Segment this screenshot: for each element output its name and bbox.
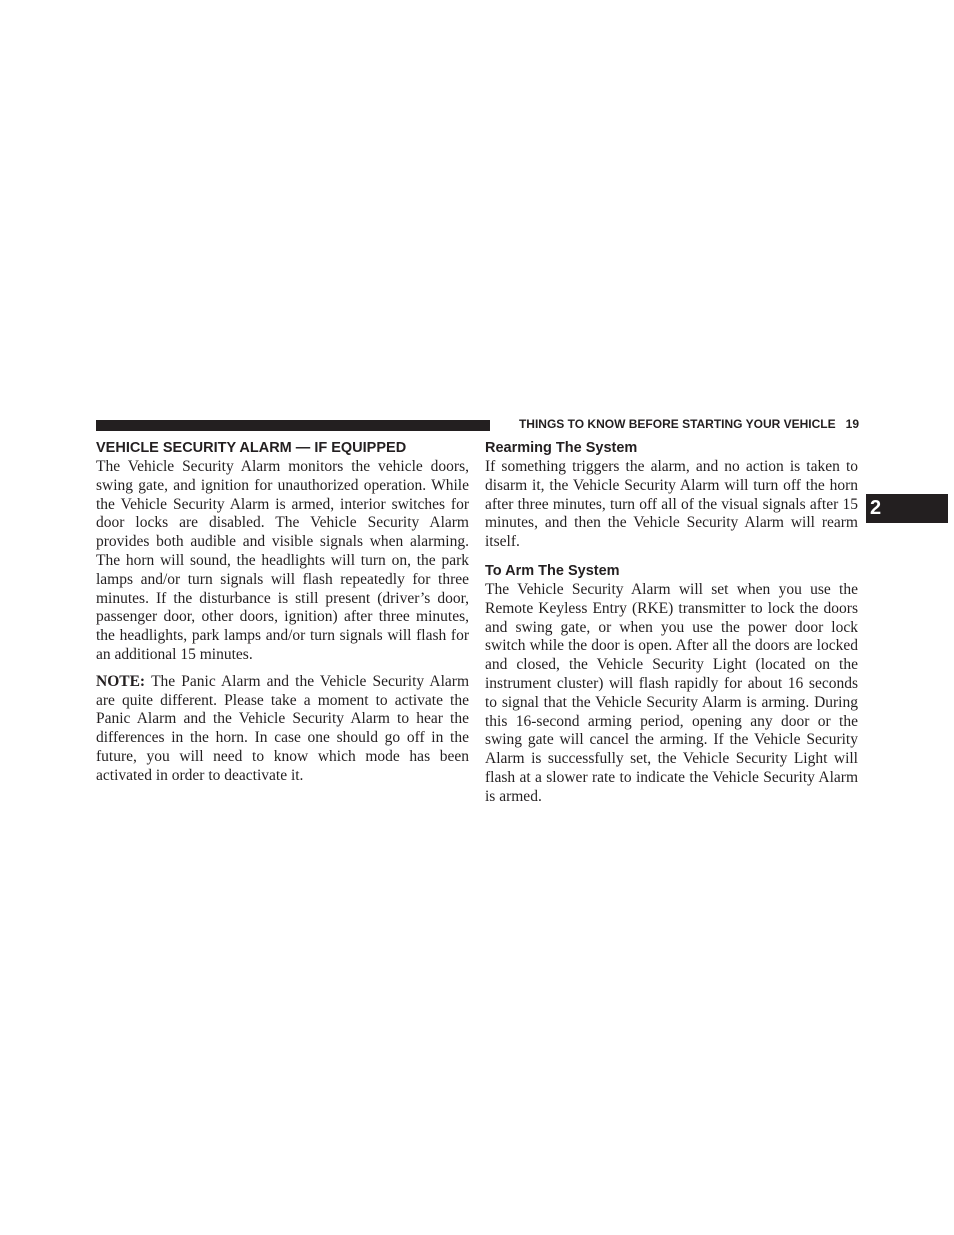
intro-paragraph: The Vehicle Security Alarm monitors the vehicle doors, swing gate, and ignition for unauthorized operation. While the Vehicle Security Alarm is armed, interior switches for door locks are disabled. The Vehicle Security Alarm provides both audible and visible signals when alarming. The horn will sound, the headlights will turn on, the park lamps and/or turn signals will flash repeatedly for three minutes. If the disturbance is still present (driver’s door, passenger door, other doors, ignition) after three minutes, the headlights, park lamps and/or turn signals will flash for an additional 15 minutes. — [96, 458, 469, 663]
rearming-paragraph: If something triggers the alarm, and no action is taken to disarm it, the Vehicle Security Alarm will turn off the horn after three minutes, turn off all of the visual signals after 15 minutes, and then the Vehicle Security Alarm will rearm itself. — [485, 458, 858, 551]
running-header — [499, 417, 859, 431]
page-number: 19 — [845, 417, 859, 431]
left-column — [96, 438, 469, 786]
note-text: The Panic Alarm and the Vehicle Security Alarm are quite different. Please take a moment to activate the Panic Alarm and the Vehicle Security Alarm to hear the differences in the horn. In case one should go off in the future, you will need to know which mode has been activated in order to deactivate it. — [96, 672, 469, 784]
section-heading: VEHICLE SECURITY ALARM — IF EQUIPPED — [96, 440, 407, 456]
note-paragraph — [96, 673, 469, 786]
rearming-heading: Rearming The System — [485, 440, 638, 456]
note-label: NOTE: — [96, 672, 146, 690]
chapter-tab: 2 — [866, 494, 948, 523]
header-rule — [96, 420, 490, 431]
section-title: THINGS TO KNOW BEFORE STARTING YOUR VEHICLE — [518, 417, 836, 431]
arm-heading: To Arm The System — [485, 562, 620, 579]
right-column — [485, 438, 858, 807]
arm-paragraph: The Vehicle Security Alarm will set when you use the Remote Keyless Entry (RKE) transmitter to lock the doors and swing gate, or when you use the power door lock switch while the door is open. After all the doors are locked and closed, the Vehicle Security Light (located on the instrument cluster) will flash rapidly for about 16 seconds to signal that the Vehicle Security Alarm is arming. During this 16-second arming period, opening any door or the swing gate will cancel the arming. If the Vehicle Security Alarm is successfully set, the Vehicle Security Light will flash at a slower rate to indicate the Vehicle Security Alarm is armed. — [485, 580, 858, 805]
